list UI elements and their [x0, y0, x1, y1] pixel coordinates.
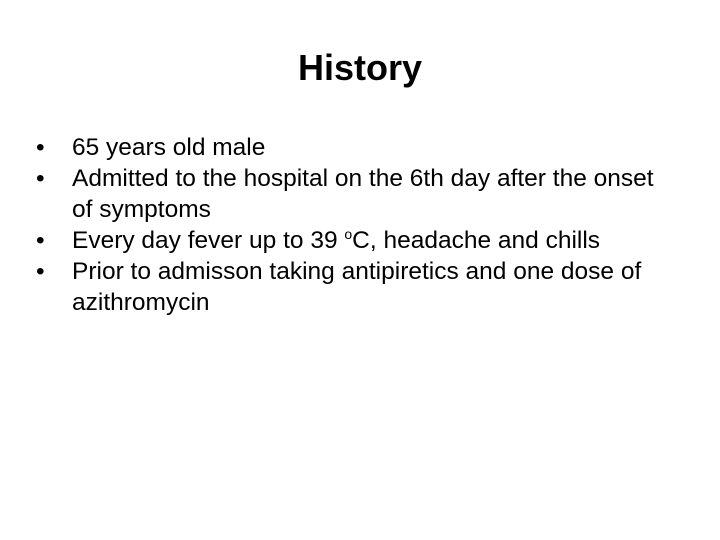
- bullet-icon: •: [36, 165, 45, 192]
- bullet-text: 65 years old male: [72, 134, 266, 161]
- bullet-list: [36, 132, 676, 318]
- bullet-icon: •: [36, 258, 45, 285]
- bullet-text: Admitted to the hospital on the 6th day after the onset of symptoms: [72, 165, 654, 223]
- bullet-icon: •: [36, 134, 45, 161]
- bullet-text: Prior to admisson taking antipiretics and one dose of azithromycin: [72, 258, 642, 316]
- bullet-item-4: [36, 256, 676, 318]
- bullet-icon: •: [36, 227, 45, 254]
- bullet-text-after: C, headache and chills: [352, 227, 601, 254]
- bullet-text-before: Every day fever up to 39: [72, 227, 345, 254]
- bullet-item-3: [36, 225, 676, 256]
- bullet-item-1: [36, 132, 676, 163]
- bullet-item-2: [36, 163, 676, 225]
- degree-superscript: o: [344, 226, 353, 242]
- slide-title: History: [297, 47, 423, 88]
